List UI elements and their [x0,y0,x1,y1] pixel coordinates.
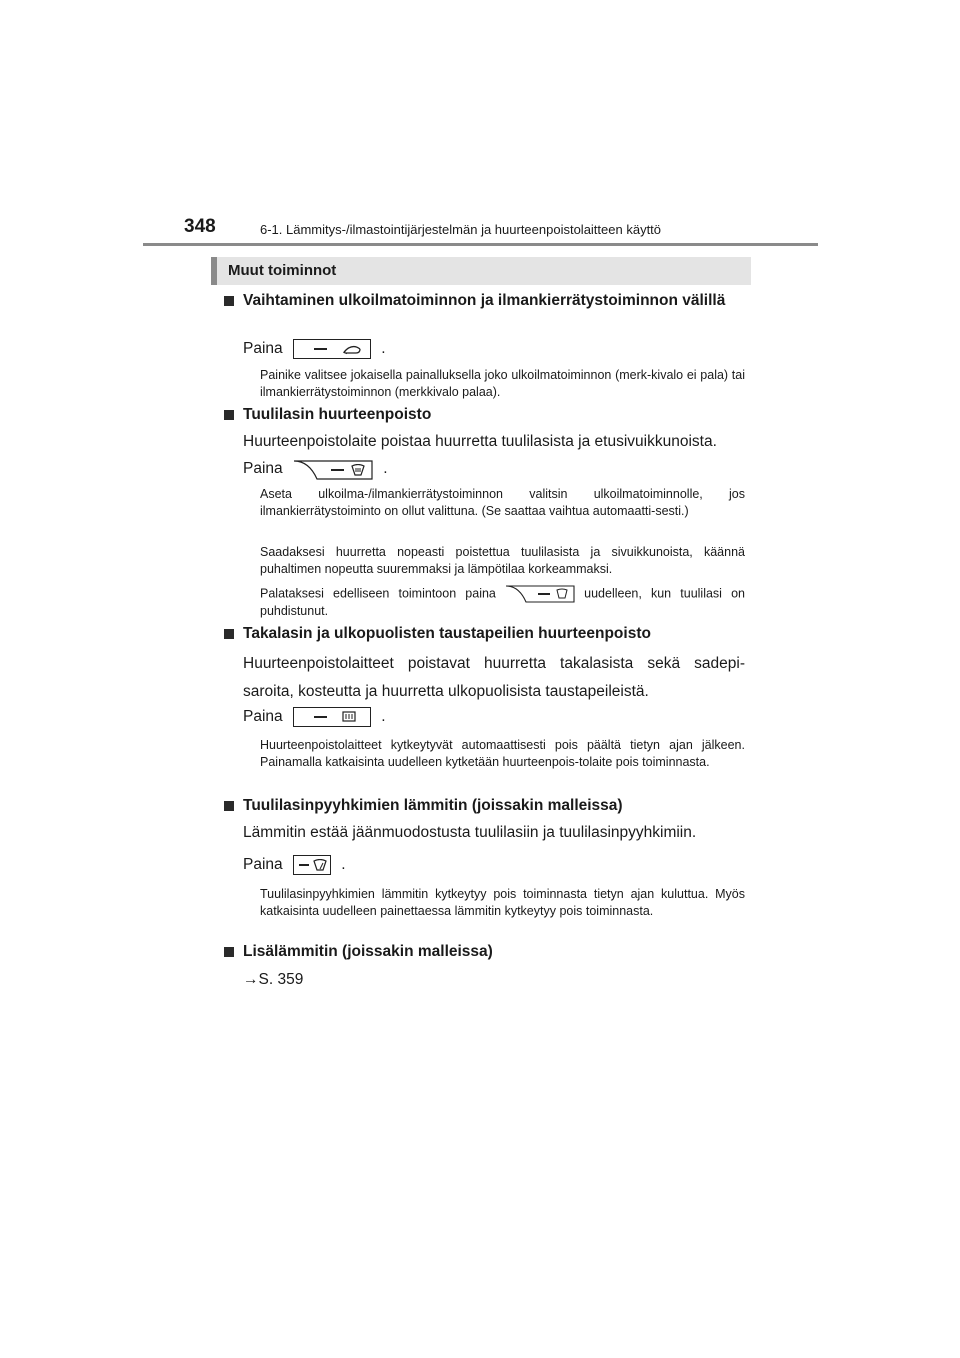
paina-rear-defogger: Paina . [243,708,386,725]
page-number: 348 [184,216,216,237]
note-windshield-2: Saadaksesi huurretta nopeasti poistettua tuulilasista ja sivuikkunoista, käännä puhaltimen nopeutta suuremmaksi ja lämpötilaa korkeammaksi. [260,545,745,576]
note-windshield-3: Palataksesi edelliseen toimintoon paina uudelleen, kun tuulilasi on puhdistunut. [260,586,745,618]
body-windshield: Huurteenpoistolaite poistaa huurretta tuulilasista ja etusivuikkunoista. [243,433,717,450]
windshield-defroster-icon [351,464,365,477]
paina-wiper-deicer: Paina . [243,856,346,873]
heading-rear-defogger: Takalasin ja ulkopuolisten taustapeilien huurteenpoisto [224,623,745,645]
rear-window-defogger-icon [342,711,356,723]
windshield-defroster-button[interactable] [293,460,373,478]
note-windshield-1: Aseta ulkoilma-/ilmankierrätystoiminnon valitsin ulkoilmatoiminnolle, jos ilmankierrätystoiminto on ollut valittuna. (Se saattaa vaihtua automaatti-sesti.) [260,487,745,518]
chapter-title: 6-1. Lämmitys-/ilmastointijärjestelmän ja huurteenpoistolaitteen käyttö [260,222,662,237]
wiper-deicer-icon [313,859,327,872]
note-recirculation: Painike valitsee jokaisella painalluksella joko ulkoilmatoiminnon (merk-kivalo ei pala) tai ilmankierrätystoiminnon (merkkivalo palaa). [260,368,745,399]
rear-defogger-button[interactable] [293,707,371,727]
header-divider [143,243,818,246]
bullet-square-icon [224,410,234,420]
bullet-square-icon [224,801,234,811]
windshield-defroster-button-inline[interactable] [505,585,575,603]
air-recirculation-icon [342,343,362,355]
heading-aux-heater: Lisälämmitin (joissakin malleissa) [224,941,745,963]
heading-windshield: Tuulilasin huurteenpoisto [224,404,745,426]
page-reference-link[interactable]: →S. 359 [243,971,304,988]
section-bar [211,257,751,285]
body-rear-defogger: Huurteenpoistolaitteet poistavat huurretta takalasista sekä sadepi-saroita, kosteutta ja huurretta ulkopuolisista taustapeileistä. [243,655,745,700]
bullet-square-icon [224,947,234,957]
paina-recirculation: Paina . [243,340,386,357]
note-wiper-deicer: Tuulilasinpyyhkimien lämmitin kytkeytyy pois toiminnasta tietyn ajan kuluttua. Myös katkaisinta uudelleen painettaessa lämmitin kytkeytyy pois toiminnasta. [260,887,745,918]
heading-wiper-deicer: Tuulilasinpyyhkimien lämmitin (joissakin malleissa) [224,795,745,817]
recirculation-button[interactable] [293,339,371,359]
bullet-square-icon [224,629,234,639]
bullet-square-icon [224,296,234,306]
paina-windshield: Paina . [243,460,388,477]
body-wiper-deicer: Lämmitin estää jäänmuodostusta tuulilasiin ja tuulilasinpyyhkimiin. [243,824,697,841]
note-rear-defogger: Huurteenpoistolaitteet kytkeytyvät automaattisesti pois päältä tietyn ajan jälkeen. Painamalla katkaisinta uudelleen kytketään huurteenpois-tolaite pois toiminnasta. [260,738,745,769]
heading-recirculation: Vaihtaminen ulkoilmatoiminnon ja ilmankierrätystoiminnon välillä [224,290,745,312]
section-title: Muut toiminnot [228,262,337,279]
wiper-deicer-button[interactable] [293,855,331,875]
